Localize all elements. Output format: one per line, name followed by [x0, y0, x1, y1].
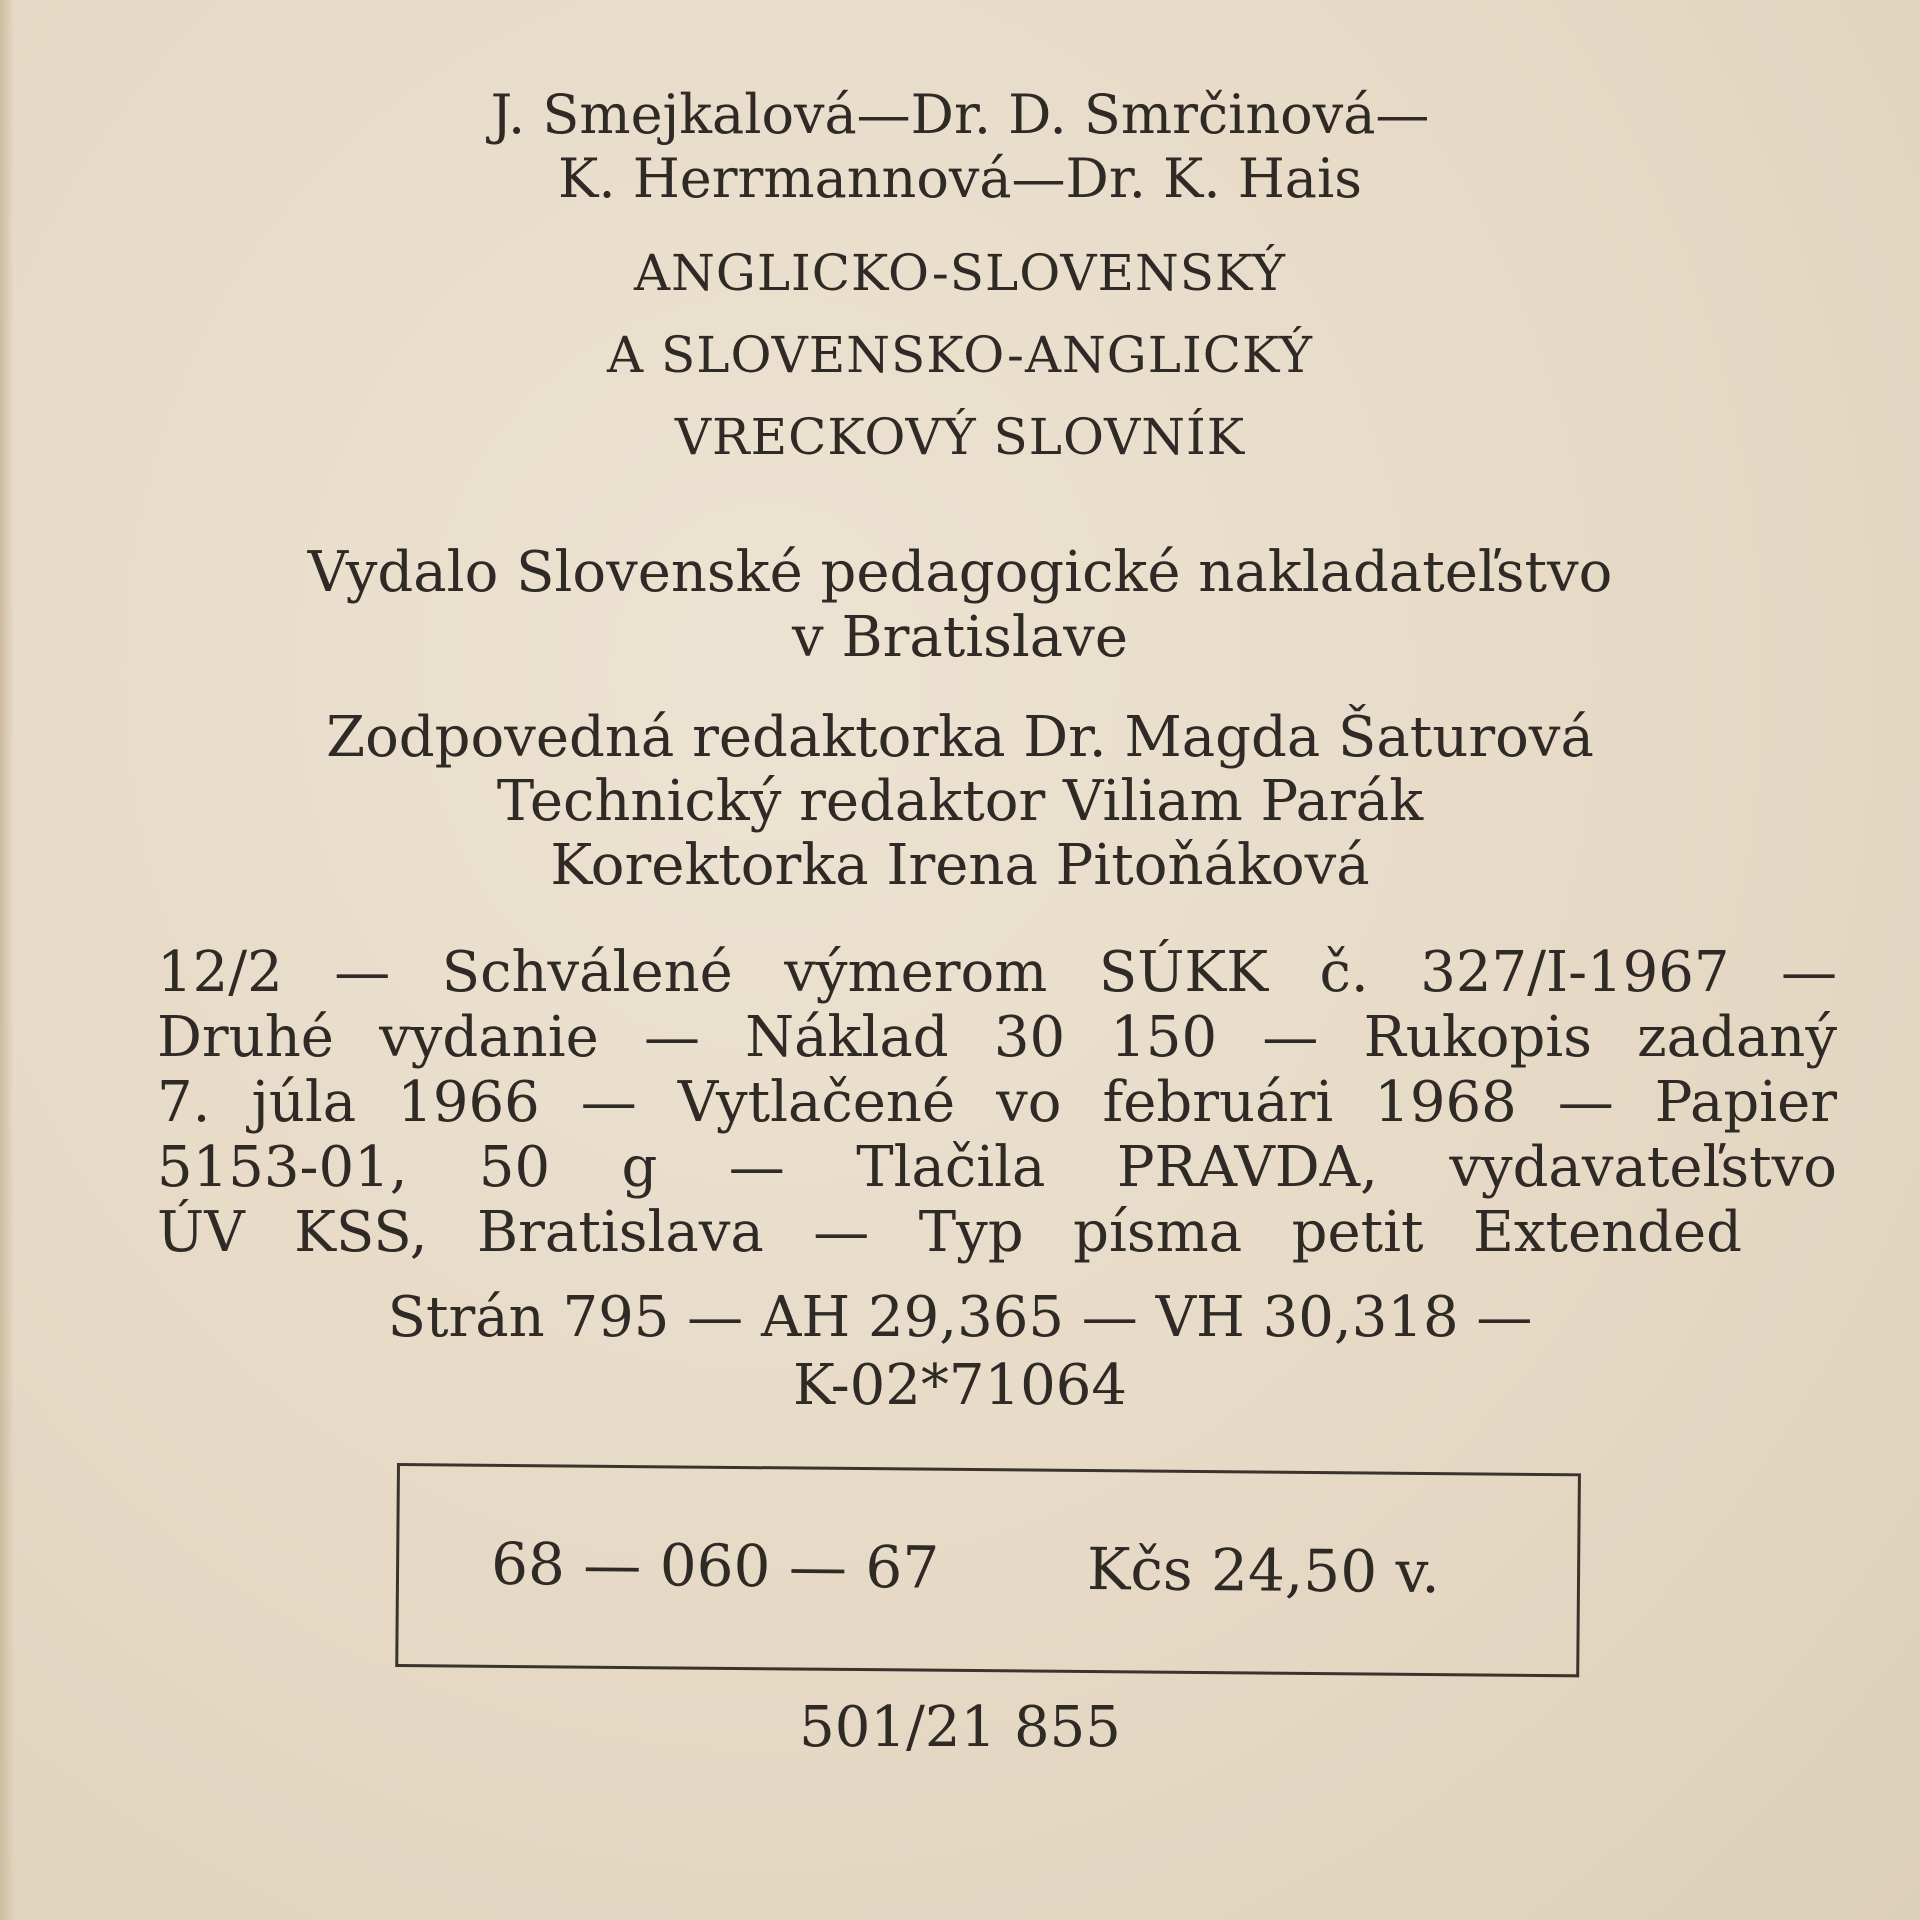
- imprint-line-5: ÚV KSS, Bratislava — Typ písma petit Extended: [157, 1200, 1742, 1265]
- bottom-code: 501/21 855: [799, 1695, 1121, 1760]
- price-box-code: 68 — 060 — 67: [490, 1529, 940, 1602]
- authors-line-2: K. Herrmannová—Dr. K. Hais: [558, 147, 1362, 210]
- title-line-2: A SLOVENSKO-ANGLICKÝ: [607, 326, 1313, 384]
- imprint-line-1: 12/2 — Schválené výmerom SÚKK č. 327/I-1967 —: [157, 940, 1837, 1005]
- price-box: [395, 1463, 1581, 1677]
- imprint-line-2: Druhé vydanie — Náklad 30 150 — Rukopis zadaný: [157, 1005, 1837, 1070]
- stats-line-1: Strán 795 — AH 29,365 — VH 30,318 —: [387, 1285, 1533, 1350]
- publisher-line-2: v Bratislave: [792, 605, 1128, 670]
- technical-editor: Technický redaktor Viliam Parák: [496, 769, 1424, 834]
- title-line-1: ANGLICKO-SLOVENSKÝ: [634, 244, 1286, 302]
- imprint-line-3: 7. júla 1966 — Vytlačené vo februári 1968 — Papier: [157, 1070, 1837, 1135]
- responsible-editor: Zodpovedná redaktorka Dr. Magda Šaturová: [326, 705, 1594, 770]
- imprint-line-4: 5153-01, 50 g — Tlačila PRAVDA, vydavateľstvo: [157, 1135, 1837, 1200]
- proofreader: Korektorka Irena Pitoňáková: [550, 833, 1370, 898]
- publisher-line-1: Vydalo Slovenské pedagogické nakladateľstvo: [307, 540, 1613, 605]
- title-line-3: VRECKOVÝ SLOVNÍK: [674, 408, 1246, 466]
- authors-line-1: J. Smejkalová—Dr. D. Smrčinová—: [490, 83, 1430, 146]
- stats-line-2: K-02*71064: [792, 1353, 1128, 1418]
- price-box-price: Kčs 24,50 v.: [1086, 1535, 1441, 1607]
